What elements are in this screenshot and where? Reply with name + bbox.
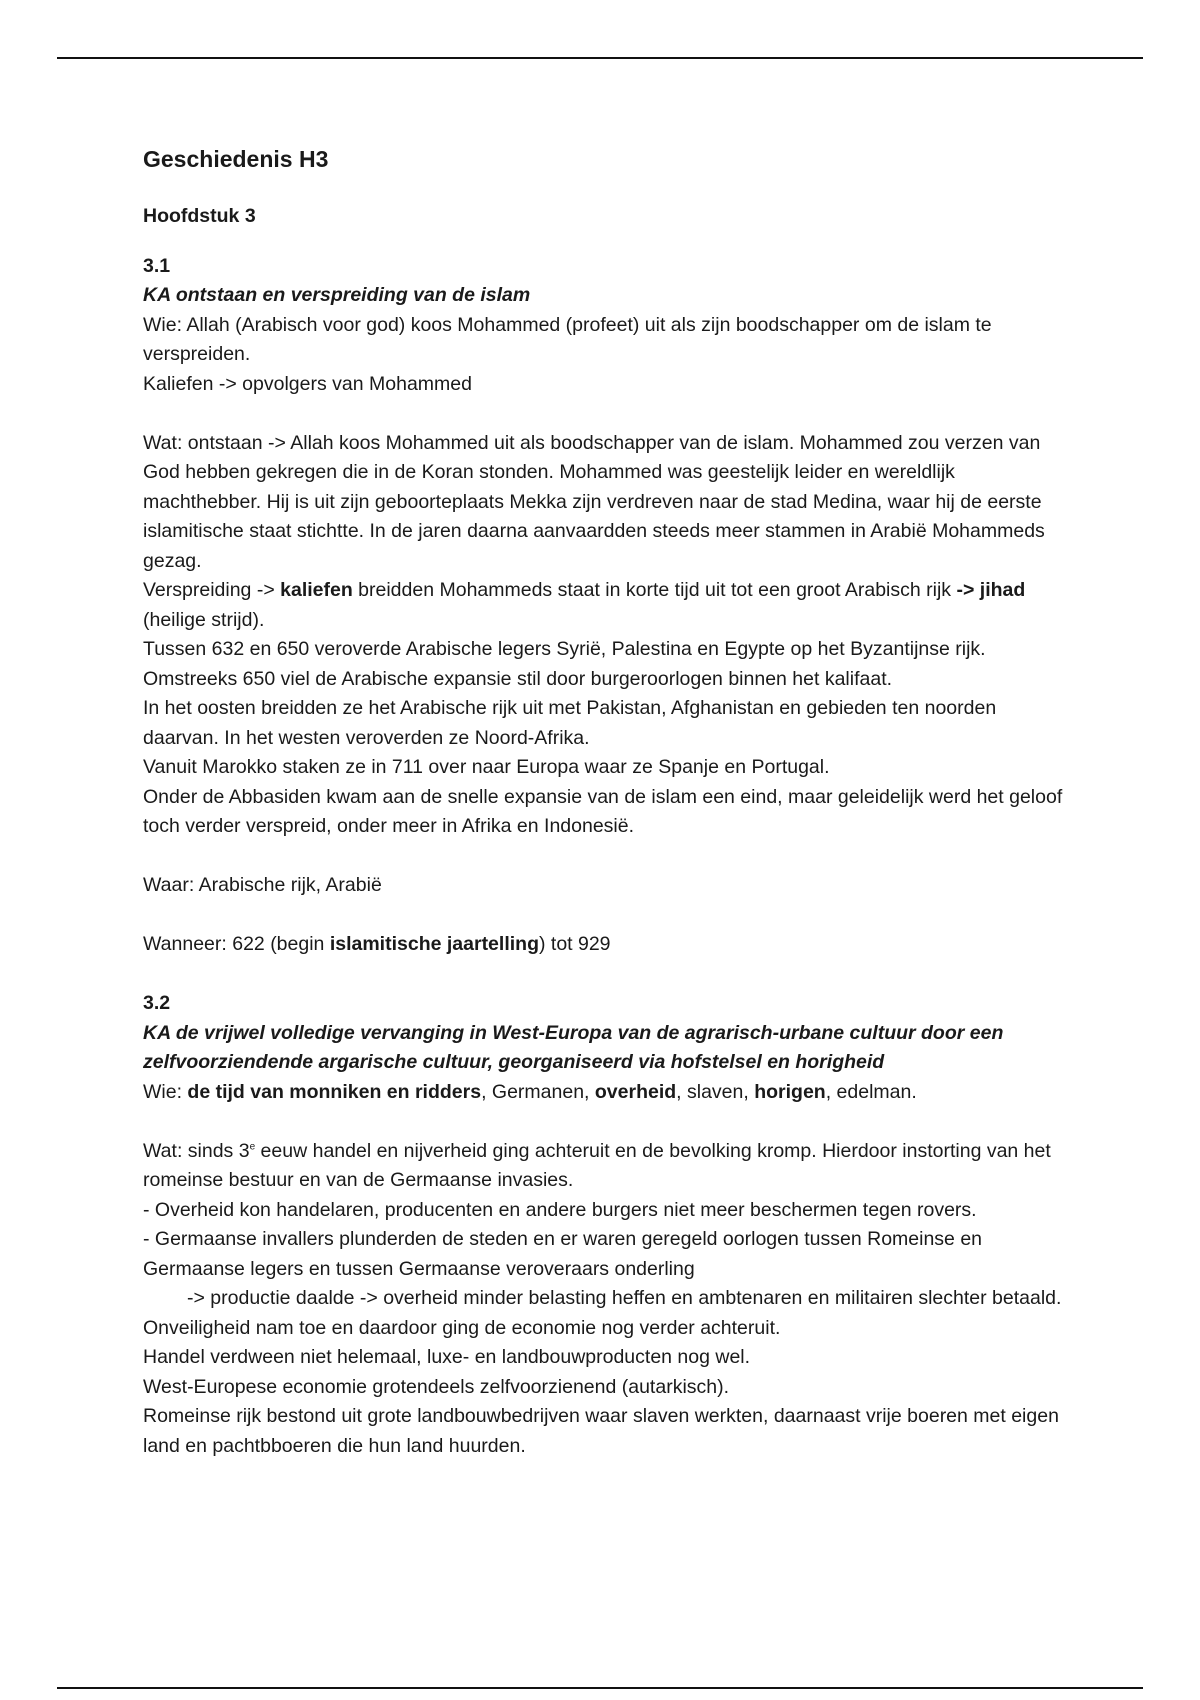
section-number: 3.2 [143,992,171,1014]
bold-term: de tijd van monniken en ridders [187,1080,482,1103]
section-number: 3.1 [143,254,171,277]
paragraph-romeinse: Romeinse rijk bestond uit grote landbouwbedrijven waar slaven werkten, daarnaast vrije boeren met eigen land en pachtbboeren die hun land huurden. [143,1405,1059,1457]
text-run: breidden Mohammeds staat in korte tijd uit tot een groot Arabisch rijk [352,579,957,601]
paragraph-oosten: In het oosten breidden ze het Arabische rijk uit met Pakistan, Afghanistan en gebieden ten noorden daarvan. In het westen veroverden ze Noord-Afrika. [143,697,997,749]
bold-term: horigen [754,1080,826,1103]
document-body [143,143,1068,1461]
bullet-overheid: - Overheid kon handelaren, producenten en andere burgers niet meer beschermen tegen rovers. [143,1198,977,1221]
bold-term: -> jihad [956,579,1026,601]
bold-term: overheid [594,1080,677,1103]
section-3-2 [143,989,1068,1461]
text-run: ) tot 929 [538,933,611,955]
text-run: , edelman. [825,1080,917,1103]
spacer [143,842,1068,872]
paragraph-wanneer [143,930,1068,960]
spacer [143,901,1068,931]
paragraph-waar: Waar: Arabische rijk, Arabië [143,874,382,896]
indented-productie: -> productie daalde -> overheid minder belasting heffen en ambtenaren en militairen slechter betaald. [187,1287,1062,1309]
document-title: Geschiedenis H3 [143,146,329,172]
document-subtitle: Hoofdstuk 3 [143,205,256,227]
paragraph-west: West-Europese economie grotendeels zelfvoorzienend (autarkisch). [143,1375,730,1398]
text-run: (heilige strijd). [143,608,265,631]
spacer [143,399,1068,429]
paragraph-abbasiden: Onder de Abbasiden kwam aan de snelle expansie van de islam een eind, maar geleidelijk werd het geloof toch verder verspreid, onder meer in Afrika en Indonesië. [143,785,1063,837]
paragraph-kaliefen: Kaliefen -> opvolgers van Mohammed [143,372,472,395]
text-run: eeuw handel en nijverheid ging achteruit en de bevolking kromp. Hierdoor instorting van het romeinse bestuur en van de Germaanse invasies. [143,1139,1051,1191]
text-run: Wat: sinds 3 [143,1139,250,1162]
paragraph-tussen: Tussen 632 en 650 veroverde Arabische legers Syrië, Palestina en Egypte op het Byzantijnse rijk. Omstreeks 650 viel de Arabische expansie stil door burgeroorlogen binnen het kalifaat. [143,638,986,690]
section-heading: KA de vrijwel volledige vervanging in West-Europa van de agrarisch-urbane cultuur door een zelfvoorziendende argarische cultuur, georganiseerd via hofstelsel en horigheid [143,1021,1004,1073]
bullet-germaanse: - Germaanse invallers plunderden de steden en er waren geregeld oorlogen tussen Romeinse en Germaanse legers en tussen Germaanse veroveraars onderling [143,1228,983,1280]
spacer [143,960,1068,990]
paragraph-wie [143,1078,1068,1108]
paragraph-handel: Handel verdween niet helemaal, luxe- en landbouwproducten nog wel. [143,1346,751,1368]
superscript: e [249,1141,256,1152]
text-run: Wanneer: 622 (begin [143,933,330,955]
paragraph-onveiligheid: Onveiligheid nam toe en daardoor ging de economie nog verder achteruit. [143,1316,781,1339]
paragraph-wat [143,1137,1068,1196]
spacer [143,1107,1068,1137]
text-run: Verspreiding -> [143,579,281,601]
footer-rule [57,1687,1143,1689]
paragraph-marokko: Vanuit Marokko staken ze in 711 over naar Europa waar ze Spanje en Portugal. [143,756,830,778]
paragraph-wie: Wie: Allah (Arabisch voor god) koos Mohammed (profeet) uit als zijn boodschapper om de islam te verspreiden. [143,313,992,365]
section-3-1 [143,252,1068,990]
text-run: , slaven, [676,1080,755,1103]
bold-term: islamitische jaartelling [329,933,539,955]
paragraph-wat: Wat: ontstaan -> Allah koos Mohammed uit als boodschapper van de islam. Mohammed zou verzen van God hebben gekregen die in de Koran stonden. Mohammed was geestelijk leider en wereldlijk machthebber. Hij is uit zijn geboorteplaats Mekka zijn verdreven naar de stad Medina, waar hij de eerste islamitische staat stichtte. In de jaren daarna aanvaardden steeds meer stammen in Arabië Mohammeds gezag. [143,431,1045,572]
paragraph-verspreiding [143,576,1068,635]
text-run: , Germanen, [481,1080,595,1103]
section-heading: KA ontstaan en verspreiding van de islam [143,284,531,306]
text-run: Wie: [143,1080,188,1103]
bold-term: kaliefen [280,579,353,601]
header-rule [57,57,1143,59]
